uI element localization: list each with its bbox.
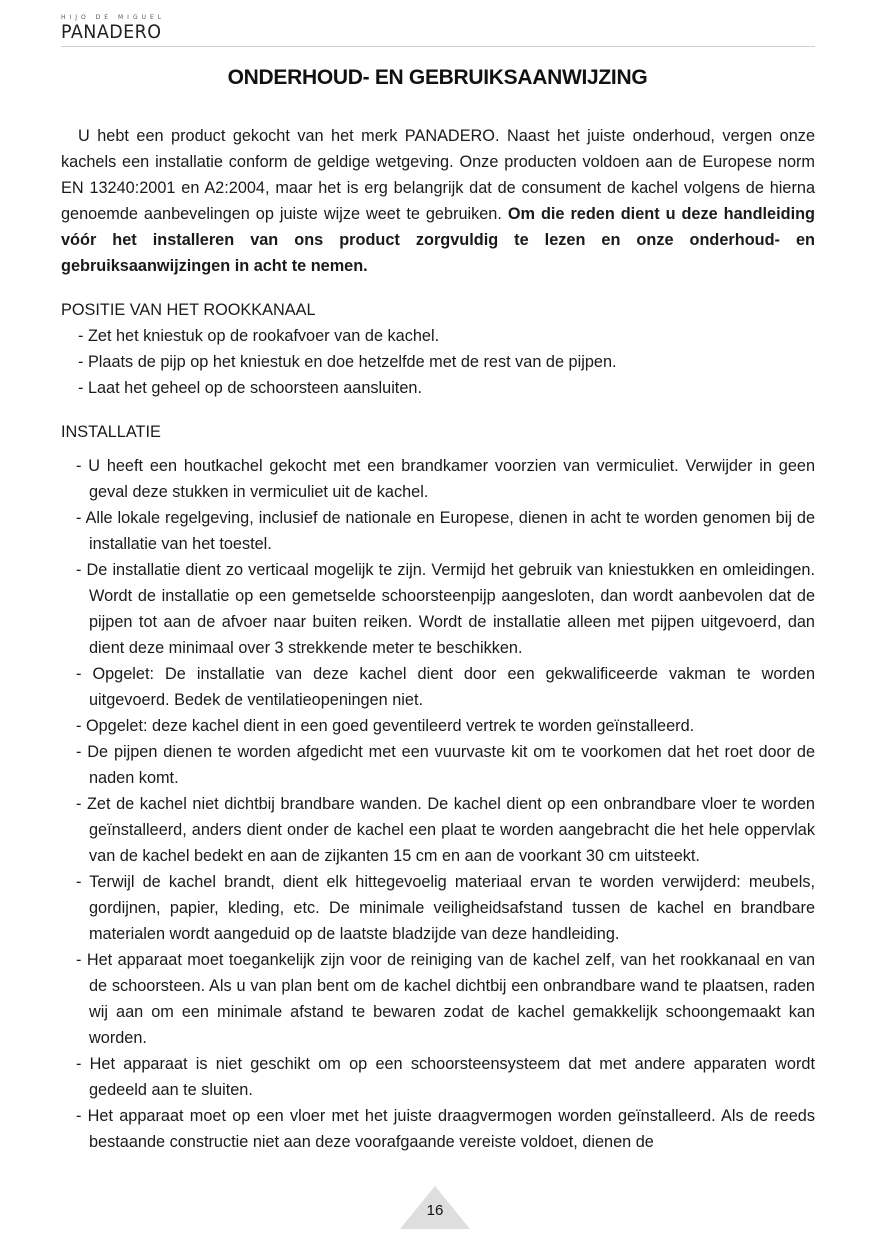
list-item: - Terwijl de kachel brandt, dient elk hittegevoelig materiaal ervan te worden verwijderd: meubels, gordijnen, papier, kleding, etc. De minimale veiligheidsafstand tussen de kachel en brandbare materialen wordt aangeduid op de laatste bladzijde van deze handleiding. [76, 873, 815, 943]
list-item: - Zet de kachel niet dichtbij brandbare wanden. De kachel dient op een onbrandbare vloer te worden geïnstalleerd, anders dient onder de kachel een plaat te worden aangebracht die het hele oppervlak van de kachel bedekt en aan de zijkanten 15 cm en aan de voorkant 30 cm uitsteekt. [76, 795, 815, 865]
rookkanaal-list [61, 323, 815, 401]
installatie-list [61, 453, 815, 1155]
brand-logo: PANADERO [61, 21, 162, 43]
list-item: - Plaats de pijp op het kniestuk en doe hetzelfde met de rest van de pijpen. [78, 353, 617, 371]
list-item: - De installatie dient zo verticaal mogelijk te zijn. Vermijd het gebruik van kniestukken en omleidingen. Wordt de installatie op een gemetselde schoorsteenpijp aangesloten, dan wordt aanbevolen dat de pijpen tot aan de afvoer naar buiten reiken. Wordt de installatie alleen met pijpen uitgevoerd, dan dient deze minimaal over 3 strekkende meter te beschikken. [76, 561, 815, 657]
main-content [61, 123, 815, 1155]
header-divider [61, 46, 815, 47]
list-item: - Het apparaat moet op een vloer met het juiste draagvermogen worden geïnstalleerd. Als de reeds bestaande constructie niet aan deze voorafgaande vereiste voldoet, dienen de [76, 1107, 815, 1151]
list-item: - Laat het geheel op de schoorsteen aansluiten. [78, 379, 422, 397]
header [61, 14, 815, 42]
section-heading-installatie: INSTALLATIE [61, 423, 161, 441]
list-item: - Het apparaat moet toegankelijk zijn voor de reiniging van de kachel zelf, van het rookkanaal en van de schoorsteen. Als u van plan bent om de kachel dichtbij een onbrandbare wand te plaatsen, raden wij aan om een minimale afstand te bewaren zodat de kachel gemakkelijk schoongemaakt kan worden. [76, 951, 815, 1047]
list-item: - Alle lokale regelgeving, inclusief de nationale en Europese, dienen in acht te worden genomen bij de installatie van het toestel. [76, 509, 815, 553]
list-item: - U heeft een houtkachel gekocht met een brandkamer voorzien van vermiculiet. Verwijder in geen geval deze stukken in vermiculiet uit de kachel. [76, 457, 815, 501]
list-item: - Het apparaat is niet geschikt om op een schoorsteensysteem dat met andere apparaten wordt gedeeld aan te sluiten. [76, 1055, 815, 1099]
page-title: ONDERHOUD- EN GEBRUIKSAANWIJZING [227, 66, 648, 89]
logo-subtitle: HIJO DE MIGUEL [61, 14, 166, 21]
section-heading-rookkanaal: POSITIE VAN HET ROOKKANAAL [61, 301, 316, 319]
intro-text: U hebt een product gekocht van het merk PANADERO. Naast het juiste onderhoud, vergen onze kachels een installatie conform de geldige wetgeving. Onze producten voldoen aan de Europese norm EN 13240:2001 en A2:2004, maar het is erg belangrijk dat de consument de kachel volgens de hierna genoemde aanbevelingen op juiste wijze weet te gebruiken. [61, 127, 815, 223]
list-item: - Opgelet: deze kachel dient in een goed geventileerd vertrek te worden geïnstalleerd. [76, 717, 695, 735]
intro-paragraph [61, 123, 815, 279]
page-number-tab [400, 1186, 470, 1229]
list-item: - Zet het kniestuk op de rookafvoer van de kachel. [78, 327, 440, 345]
intro-bold-text: Om die reden dient u deze handleiding vóór het installeren van ons product zorgvuldig te lezen en onze onderhoud- en gebruiksaanwijzingen in acht te nemen. [61, 205, 815, 275]
page-number: 16 [426, 1202, 444, 1219]
list-item: - De pijpen dienen te worden afgedicht met een vuurvaste kit om te voorkomen dat het roet door de naden komt. [76, 743, 815, 787]
list-item: - Opgelet: De installatie van deze kachel dient door een gekwalificeerde vakman te worden uitgevoerd. Bedek de ventilatieopeningen niet. [76, 665, 815, 709]
